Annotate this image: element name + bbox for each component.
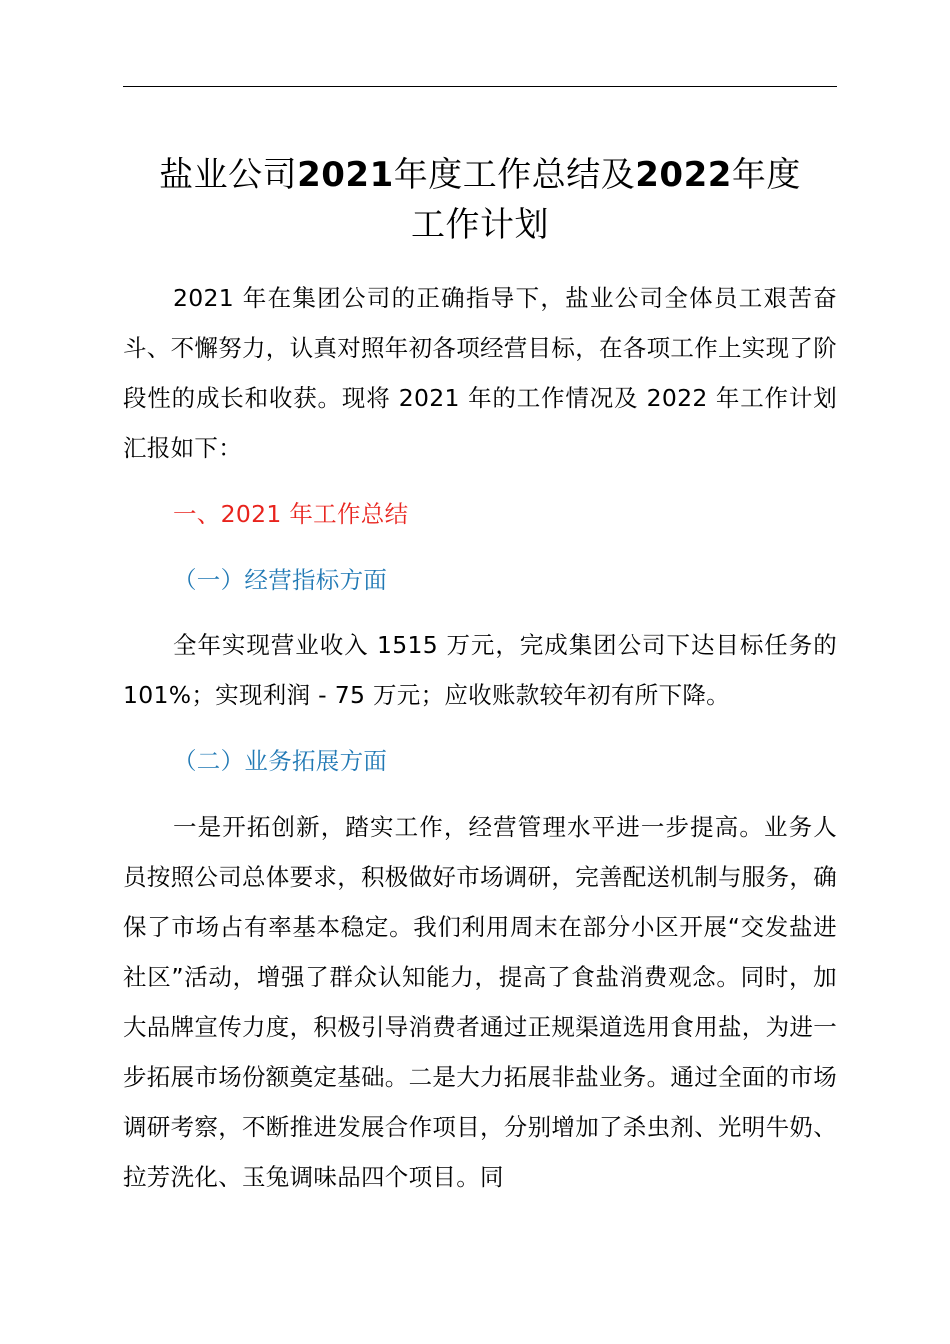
subsection-1-paragraph: 全年实现营业收入 1515 万元，完成集团公司下达目标任务的 101%；实现利润 - 75 万元；应收账款较年初有所下降。	[123, 631, 837, 709]
title-text: 年度工作总结及	[393, 155, 636, 195]
title-line-2: 工作计划	[411, 205, 549, 245]
title-text: 盐业公司	[159, 155, 298, 195]
title-line-1	[123, 150, 837, 200]
intro-paragraph: 2021 年在集团公司的正确指导下，盐业公司全体员工艰苦奋斗、不懈努力，认真对照年初各项经营目标，在各项工作上实现了阶段性的成长和收获。现将 2021 年的工作情况及 2022 年工作计划汇报如下：	[123, 284, 837, 462]
title-year-2022: 2022	[635, 155, 732, 195]
header-rule	[123, 86, 837, 87]
title-text: 年度	[731, 155, 801, 195]
section-1-heading: 一、2021 年工作总结	[173, 500, 409, 528]
subsection-2-paragraph: 一是开拓创新，踏实工作，经营管理水平进一步提高。业务人员按照公司总体要求，积极做好市场调研，完善配送机制与服务，确保了市场占有率基本稳定。我们利用周末在部分小区开展“交发盐进社区”活动，增强了群众认知能力，提高了食盐消费观念。同时，加大品牌宣传力度，积极引导消费者通过正规渠道选用食用盐，为进一步拓展市场份额奠定基础。二是大力拓展非盐业务。通过全面的市场调研考察，不断推进发展合作项目，分别增加了杀虫剂、光明牛奶、拉芳洗化、玉兔调味品四个项目。同	[123, 813, 837, 1191]
subsection-2-heading: （二）业务拓展方面	[173, 747, 388, 775]
title-year-2021: 2021	[297, 155, 394, 195]
subsection-1-heading: （一）经营指标方面	[173, 566, 388, 594]
document-title	[123, 150, 837, 250]
